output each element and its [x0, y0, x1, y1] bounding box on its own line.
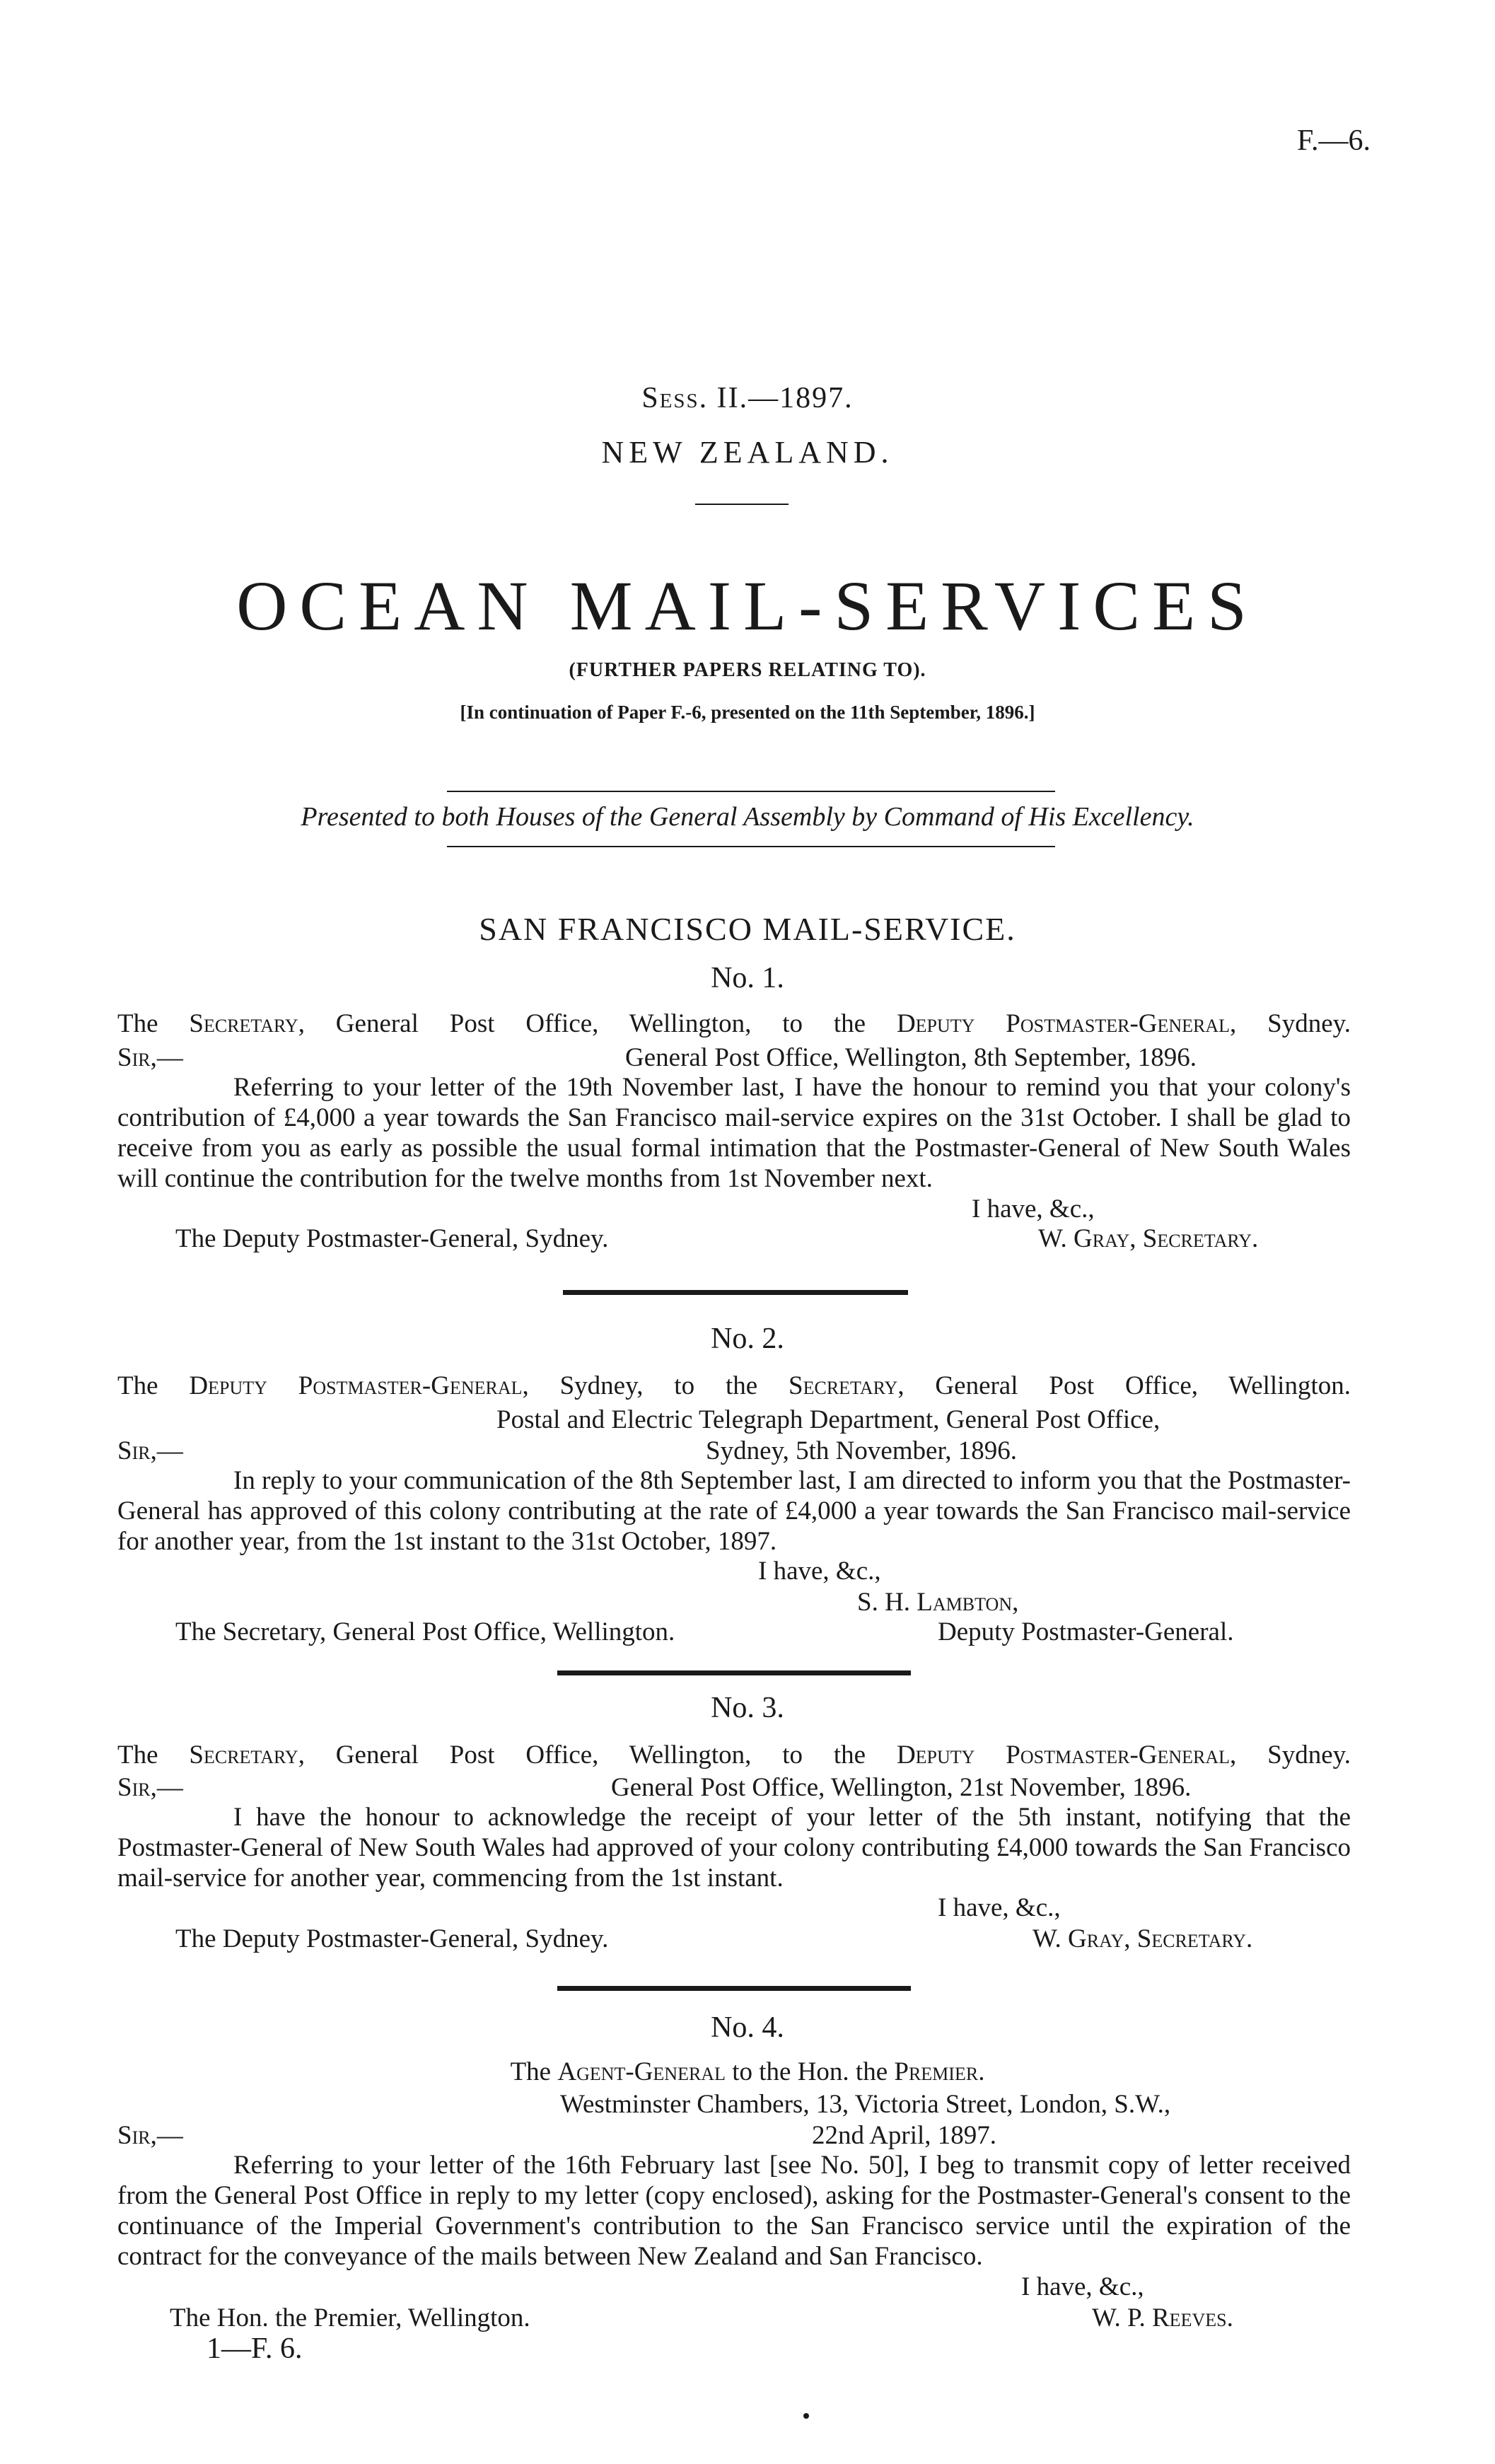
section-heading: SAN FRANCISCO MAIL-SERVICE. [479, 911, 1016, 947]
letter-1-closing: I have, &c., [972, 1195, 1095, 1224]
letter-1-signature: W. Gray, Secretary. [1038, 1224, 1259, 1253]
heading-role: Agent-General [557, 2057, 726, 2086]
letter-1-addressee: The Deputy Postmaster-General, Sydney. [175, 1224, 609, 1253]
letter-2-addressee: The Secretary, General Post Office, Wellington. [175, 1617, 675, 1646]
letter-3-closing: I have, &c., [938, 1893, 1061, 1922]
letter-4-heading [0, 2057, 1495, 2087]
letter-1-body: Referring to your letter of the 19th November last, I have the honour to remind you that your colony's contribution of £4,000 a year towards the San Francisco mail-service expires on the 31st October. I shall be glad to receive from you as early as possible the usual formal intimation that the Postmaster-General of New South Wales will continue the contribution for the twelve months from 1st November next. [117, 1073, 1351, 1193]
heading-role: Secretary [189, 1009, 298, 1038]
heading-text: The [510, 2057, 558, 2086]
letter-3-body: I have the honour to acknowledge the receipt of your letter of the 5th instant, notifying that the Postmaster-General of New South Wales had approved of your colony contributing £4,000 towards the San Francisco mail-service for another year, commencing from the 1st instant. [117, 1803, 1351, 1893]
heading-text: to the Hon. the [725, 2057, 895, 2086]
letter-2-signature-title: Deputy Postmaster-General. [938, 1617, 1234, 1646]
heading-text: , Sydney. [1230, 1741, 1351, 1769]
letter-2-number: No. 2. [711, 1323, 784, 1355]
country-line: NEW ZEALAND. [601, 435, 894, 470]
letter-4-closing: I have, &c., [1021, 2272, 1144, 2301]
letter-1-salutation: Sir,— [117, 1043, 183, 1072]
letter-2-heading [117, 1371, 1351, 1401]
letter-4-address-line-1: Westminster Chambers, 13, Victoria Street, London, S.W., [560, 2090, 1171, 2119]
page-number-top: F.—6. [1297, 124, 1371, 157]
footer-mark: 1—F. 6. [206, 2332, 303, 2365]
heading-text: , General Post Office, Wellington. [897, 1371, 1351, 1400]
heading-role: Deputy Postmaster-General [896, 1741, 1231, 1769]
letter-4-address-line-2: 22nd April, 1897. [812, 2121, 997, 2150]
letter-3-number: No. 3. [711, 1692, 784, 1724]
letter-2-salutation: Sir,— [117, 1436, 183, 1465]
printer-dot [803, 2413, 809, 2419]
heading-role: Premier [894, 2057, 979, 2086]
heading-text: , Sydney. [1230, 1009, 1351, 1038]
letter-1-heading [117, 1009, 1351, 1039]
heading-role: Secretary [789, 1371, 898, 1400]
presented-line: Presented to both Houses of the General Assembly by Command of His Excellency. [301, 802, 1194, 832]
heading-text: , Sydney, to the [522, 1371, 789, 1400]
letter-4-addressee: The Hon. the Premier, Wellington. [170, 2303, 530, 2332]
letter-divider-2 [557, 1670, 911, 1675]
letter-divider-1 [563, 1290, 908, 1295]
presented-rule-top [447, 791, 1055, 792]
session-line: Sess. II.—1897. [641, 382, 854, 414]
letter-2-address-line-2: Sydney, 5th November, 1896. [706, 1436, 1018, 1465]
letter-4-body: Referring to your letter of the 16th February last [see No. 50], I beg to transmit copy of letter received from the General Post Office in reply to my letter (copy enclosed), asking for the Postmaster-General's consent to the continuance of the Imperial Government's contribution to the San Francisco service until the expiration of the contract for the conveyance of the mails between New Zealand and San Francisco. [117, 2151, 1351, 2271]
letter-2-signature: S. H. Lambton, [857, 1588, 1019, 1617]
heading-role: Deputy Postmaster-General [896, 1009, 1231, 1038]
heading-text: . [978, 2057, 985, 2086]
continuation-note: [In continuation of Paper F.-6, presented on the 11th September, 1896.] [460, 702, 1035, 723]
presented-rule-bottom [447, 846, 1055, 847]
heading-text: The [117, 1741, 190, 1769]
letter-4-salutation: Sir,— [117, 2121, 183, 2150]
heading-text: The [117, 1371, 190, 1400]
heading-text: , General Post Office, Wellington, to the [298, 1741, 897, 1769]
heading-role: Deputy Postmaster-General [189, 1371, 523, 1400]
letter-2-body: In reply to your communication of the 8th September last, I am directed to inform you that the Postmaster-General has approved of this colony contributing at the rate of £4,000 a year towards the San Francisco mail-service for another year, from the 1st instant to the 31st October, 1897. [117, 1466, 1351, 1556]
letter-4-signature: W. P. Reeves. [1092, 2303, 1233, 2332]
document-title: OCEAN MAIL-SERVICES [236, 566, 1259, 645]
short-rule-1 [695, 504, 789, 505]
letter-4-number: No. 4. [711, 2011, 784, 2044]
letter-1-number: No. 1. [711, 962, 784, 994]
heading-role: Secretary [189, 1741, 298, 1769]
document-subtitle: (FURTHER PAPERS RELATING TO). [569, 659, 926, 681]
letter-3-signature: W. Gray, Secretary. [1032, 1924, 1253, 1953]
letter-3-address: General Post Office, Wellington, 21st November, 1896. [611, 1773, 1192, 1802]
letter-divider-3 [557, 1986, 911, 1991]
letter-1-address: General Post Office, Wellington, 8th September, 1896. [625, 1043, 1197, 1072]
heading-text: , General Post Office, Wellington, to the [298, 1009, 897, 1038]
letter-3-addressee: The Deputy Postmaster-General, Sydney. [175, 1924, 609, 1953]
letter-2-closing: I have, &c., [758, 1557, 881, 1586]
letter-3-salutation: Sir,— [117, 1773, 183, 1802]
heading-text: The [117, 1009, 190, 1038]
letter-2-address-line-1: Postal and Electric Telegraph Department, General Post Office, [496, 1405, 1160, 1434]
letter-3-heading [117, 1740, 1351, 1770]
